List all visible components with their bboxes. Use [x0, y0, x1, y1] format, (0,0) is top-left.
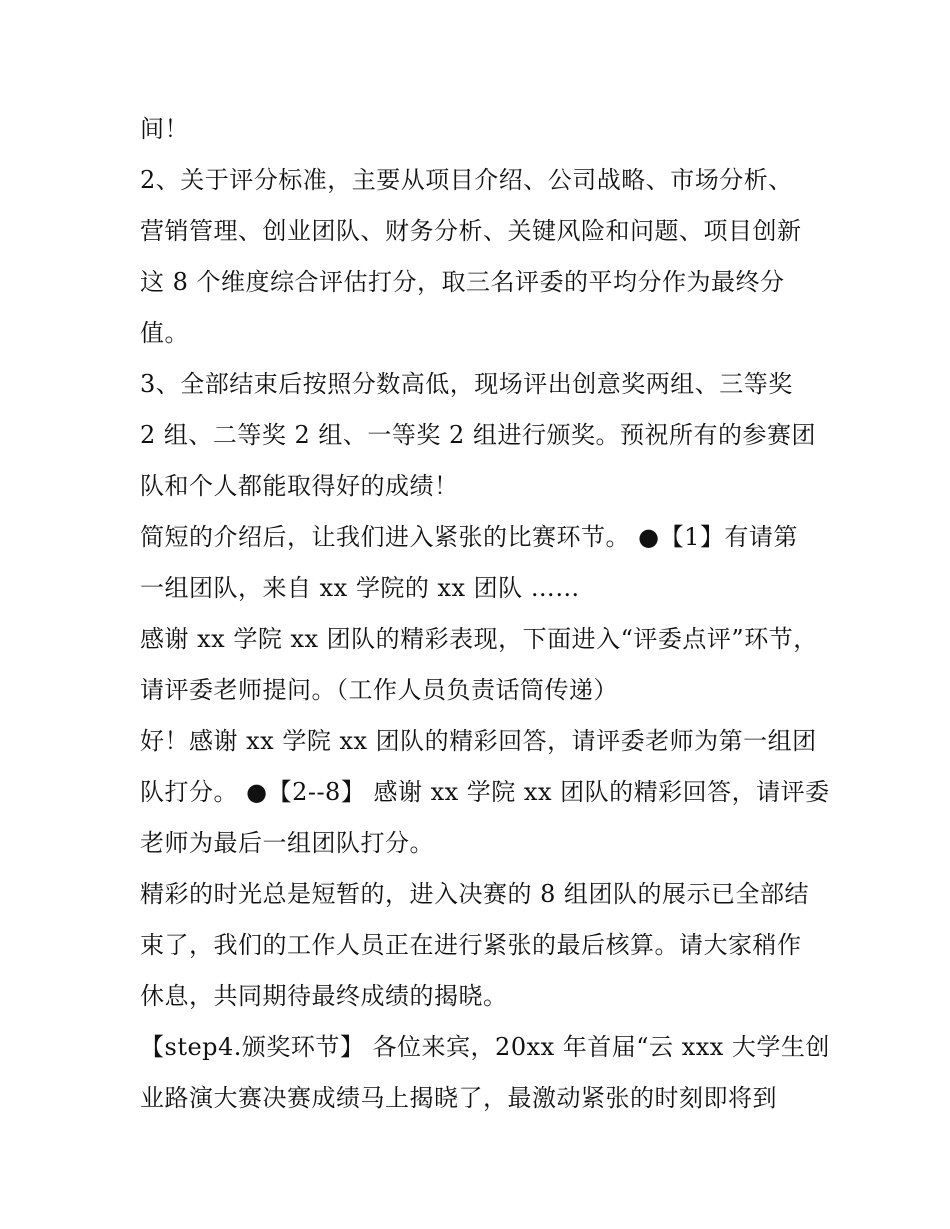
text-line: 2 组、二等奖 2 组、一等奖 2 组进行颁奖。预祝所有的参赛团 — [140, 421, 816, 449]
text-line: 队和个人都能取得好的成绩！ — [140, 472, 459, 500]
text-line: 营销管理、创业团队、财务分析、关键风险和问题、项目创新 — [140, 217, 802, 245]
text-line: 简短的介绍后，让我们进入紧张的比赛环节。 ●【1】有请第 — [140, 523, 798, 551]
text-line: 精彩的时光总是短暂的，进入决赛的 8 组团队的展示已全部结 — [140, 880, 810, 908]
text-line: 队打分。 ●【2--8】 感谢 xx 学院 xx 团队的精彩回答，请评委 — [140, 778, 830, 806]
text-line: 束了，我们的工作人员正在进行紧张的最后核算。请大家稍作 — [140, 931, 802, 959]
document-body — [140, 108, 830, 1128]
text-line: 老师为最后一组团队打分。 — [140, 829, 434, 857]
text-line: 这 8 个维度综合评估打分，取三名评委的平均分作为最终分 — [140, 268, 785, 296]
text-line: 请评委老师提问。（工作人员负责话筒传递） — [140, 676, 618, 704]
text-line: 值。 — [140, 319, 189, 347]
text-line: 业路演大赛决赛成绩马上揭晓了，最激动紧张的时刻即将到 — [140, 1084, 777, 1112]
text-line: 好！感谢 xx 学院 xx 团队的精彩回答，请评委老师为第一组团 — [140, 727, 817, 755]
text-line: 【step4.颁奖环节】 各位来宾，20xx 年首届“云 xxx 大学生创 — [140, 1033, 830, 1061]
text-line: 间！ — [140, 115, 189, 143]
text-line: 2、关于评分标准，主要从项目介绍、公司战略、市场分析、 — [140, 166, 793, 194]
text-line: 休息，共同期待最终成绩的揭晓。 — [140, 982, 508, 1010]
text-line: 感谢 xx 学院 xx 团队的精彩表现，下面进入“评委点评”环节， — [140, 625, 818, 653]
text-line: 3、全部结束后按照分数高低，现场评出创意奖两组、三等奖 — [140, 370, 793, 398]
text-line: 一组团队，来自 xx 学院的 xx 团队 …… — [140, 574, 580, 602]
